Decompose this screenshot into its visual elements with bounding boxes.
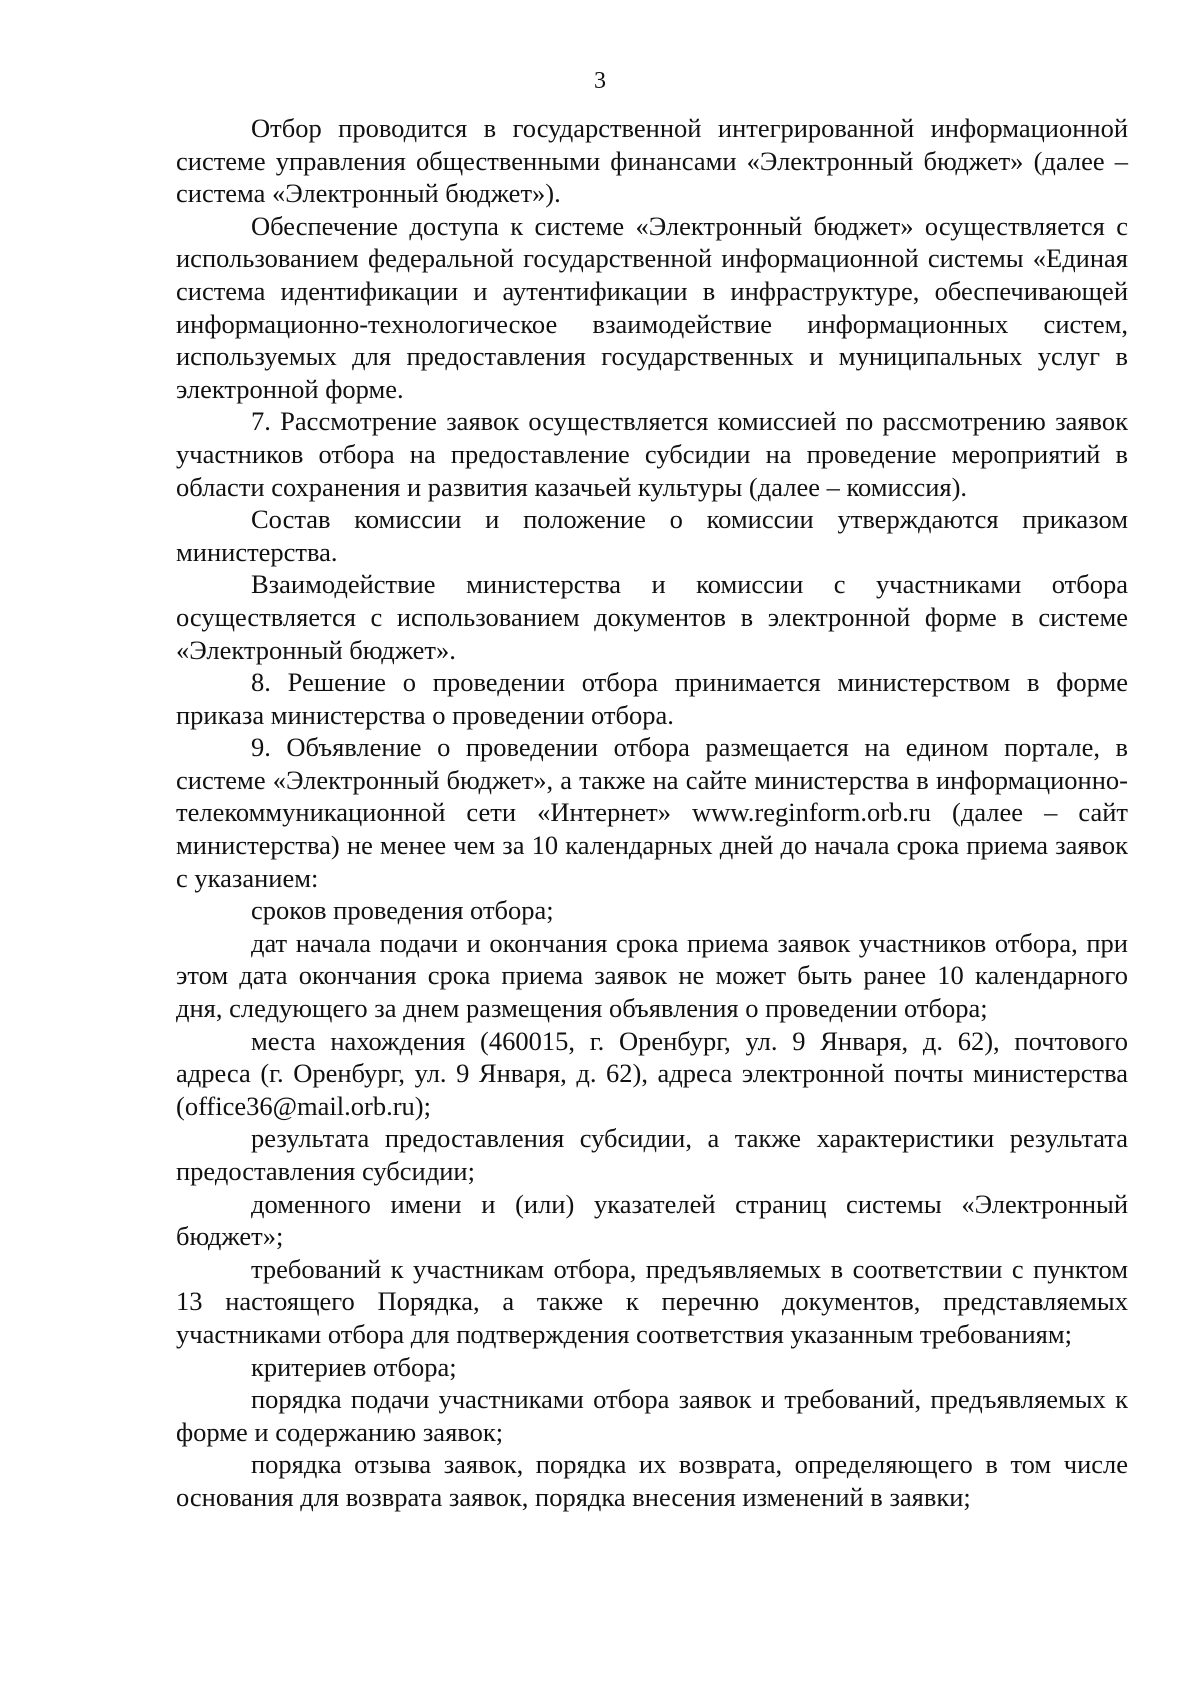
paragraph-commission-composition: Состав комиссии и положение о комиссии утверждаются приказом министерства. bbox=[176, 504, 1128, 567]
list-item-submission-procedure: порядка подачи участниками отбора заявок и требований, предъявляемых к форме и содержанию заявок; bbox=[176, 1384, 1128, 1447]
list-item-subsidy-result: результата предоставления субсидии, а также характеристики результата предоставления субсидии; bbox=[176, 1123, 1128, 1186]
page-number: 3 bbox=[594, 68, 606, 94]
paragraph-selection-system: Отбор проводится в государственной интегрированной информационной системе управления общественными финансами «Электронный бюджет» (далее – система «Электронный бюджет»). bbox=[176, 113, 1128, 209]
list-item-location-address: места нахождения (460015, г. Оренбург, ул. 9 Января, д. 62), почтового адреса (г. Оренбург, ул. 9 Января, д. 62), адреса электронной почты министерства (office36@mail.orb.ru); bbox=[176, 1025, 1128, 1121]
paragraph-item-7-commission: 7. Рассмотрение заявок осуществляется комиссией по рассмотрению заявок участников отбора на предоставление субсидии на проведение мероприятий в области сохранения и развития казачьей культуры (далее – комиссия). bbox=[176, 406, 1128, 502]
list-item-selection-dates: сроков проведения отбора; bbox=[251, 895, 554, 926]
list-item-selection-criteria: критериев отбора; bbox=[251, 1351, 457, 1382]
paragraph-access-system: Обеспечение доступа к системе «Электронный бюджет» осуществляется с использованием федеральной государственной информационной системы «Единая система идентификации и аутентификации в инфраструктуре, обеспечивающей информационно-технологическое взаимодействие информационных систем, используемых для предоставления государственных и муниципальных услуг в электронной форме. bbox=[176, 210, 1128, 404]
document-body bbox=[176, 112, 1128, 1514]
paragraph-interaction: Взаимодействие министерства и комиссии с участниками отбора осуществляется с использованием документов в электронной форме в системе «Электронный бюджет». bbox=[176, 569, 1128, 665]
paragraph-item-9-announcement: 9. Объявление о проведении отбора размещается на едином портале, в системе «Электронный бюджет», а также на сайте министерства в информационно-телекоммуникационной сети «Интернет» www.reginform.orb.ru (далее – сайт министерства) не менее чем за 10 календарных дней до начала срока приема заявок с указанием: bbox=[176, 732, 1128, 893]
paragraph-item-8-decision: 8. Решение о проведении отбора принимается министерством в форме приказа министерства о проведении отбора. bbox=[176, 667, 1128, 730]
list-item-withdrawal-procedure: порядка отзыва заявок, порядка их возврата, определяющего в том числе основания для возврата заявок, порядка внесения изменений в заявки; bbox=[176, 1449, 1128, 1512]
list-item-domain-name: доменного имени и (или) указателей страниц системы «Электронный бюджет»; bbox=[176, 1188, 1128, 1252]
list-item-application-dates: дат начала подачи и окончания срока приема заявок участников отбора, при этом дата окончания срока приема заявок не может быть ранее 10 календарного дня, следующего за днем размещения объявления о проведении отбора; bbox=[176, 927, 1128, 1024]
list-item-participant-requirements: требований к участникам отбора, предъявляемых в соответствии с пунктом 13 настоящего Порядка, а также к перечню документов, представляемых участниками отбора для подтверждения соответствия указанным требованиям; bbox=[176, 1253, 1128, 1349]
